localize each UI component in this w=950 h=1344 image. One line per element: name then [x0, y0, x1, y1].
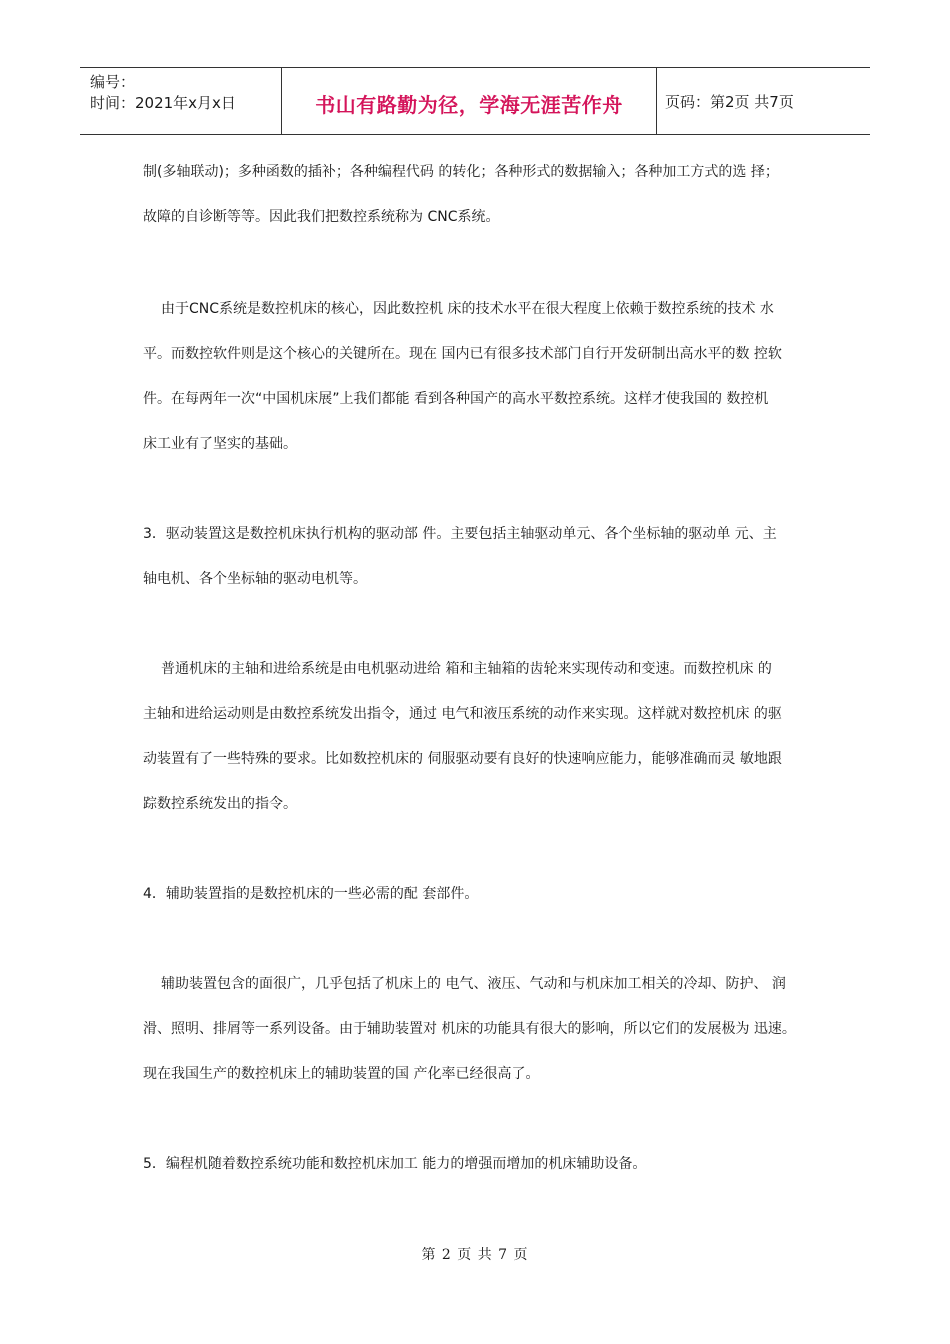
text-line: 动装置有了一些特殊的要求。比如数控机床的 伺服驱动要有良好的快速响应能力，能够准确而灵 敏地跟	[143, 751, 782, 767]
paragraph-cnc-core	[143, 295, 823, 475]
text-line: 滑、照明、排屑等一系列设备。由于辅助装置对 机床的功能具有很大的影响，所以它们的发展极为 迅速。	[143, 1021, 796, 1037]
paragraph-auxiliary-device	[143, 880, 823, 925]
text-line: 4．辅助装置指的是数控机床的一些必需的配 套部件。	[143, 886, 479, 902]
paragraph-spindle-feed	[143, 655, 823, 835]
text-line: 辅助装置包含的面很广，几乎包括了机床上的 电气、液压、气动和与机床加工相关的冷却、防护、 润	[161, 976, 786, 992]
text-line: 轴电机、各个坐标轴的驱动电机等。	[143, 571, 367, 587]
text-line: 由于CNC系统是数控机床的核心，因此数控机 床的技术水平在很大程度上依赖于数控系统的技术 水	[161, 301, 774, 317]
paragraph-cnc-functions	[143, 158, 823, 248]
text-line: 现在我国生产的数控机床上的辅助装置的国 产化率已经很高了。	[143, 1066, 540, 1082]
paragraph-programming-machine	[143, 1150, 823, 1195]
text-line: 床工业有了坚实的基础。	[143, 436, 297, 452]
text-line: 件。在每两年一次“中国机床展”上我们都能 看到各种国产的高水平数控系统。这样才使我国的 数控机	[143, 391, 769, 407]
text-line: 平。而数控软件则是这个核心的关键所在。现在 国内已有很多技术部门自行开发研制出高水平的数 控软	[143, 346, 782, 362]
document-header	[80, 67, 870, 135]
text-line: 3．驱动装置这是数控机床执行机构的驱动部 件。主要包括主轴驱动单元、各个坐标轴的驱动单 元、主	[143, 526, 777, 542]
text-line: 普通机床的主轴和进给系统是由电机驱动进给 箱和主轴箱的齿轮来实现传动和变速。而数控机床 的	[161, 661, 772, 677]
document-body	[143, 158, 823, 1195]
time-label: 时间：2021年x月x日	[90, 94, 236, 112]
paragraph-auxiliary-scope	[143, 970, 823, 1105]
text-line: 制(多轴联动)；多种函数的插补；各种编程代码 的转化；各种形式的数据输入；各种加工方式的选 择；	[143, 164, 779, 180]
paragraph-drive-device	[143, 520, 823, 610]
text-line: 踪数控系统发出的指令。	[143, 796, 297, 812]
header-page-cell	[657, 68, 870, 134]
header-motto-cell	[282, 68, 657, 134]
motto: 书山有路勤为径，学海无涯苦作舟	[315, 92, 623, 117]
header-meta	[80, 68, 282, 134]
page-label: 页码：第2页 共7页	[665, 92, 794, 111]
number-label: 编号：	[90, 73, 136, 91]
text-line: 主轴和进给运动则是由数控系统发出指令，通过 电气和液压系统的动作来实现。这样就对数控机床 的驱	[143, 706, 782, 722]
text-line: 故障的自诊断等等。因此我们把数控系统称为 CNC系统。	[143, 209, 500, 225]
footer-page-number: 第 2 页 共 7 页	[421, 1247, 529, 1263]
text-line: 5．编程机随着数控系统功能和数控机床加工 能力的增强而增加的机床辅助设备。	[143, 1156, 647, 1172]
page-footer	[0, 1244, 950, 1264]
